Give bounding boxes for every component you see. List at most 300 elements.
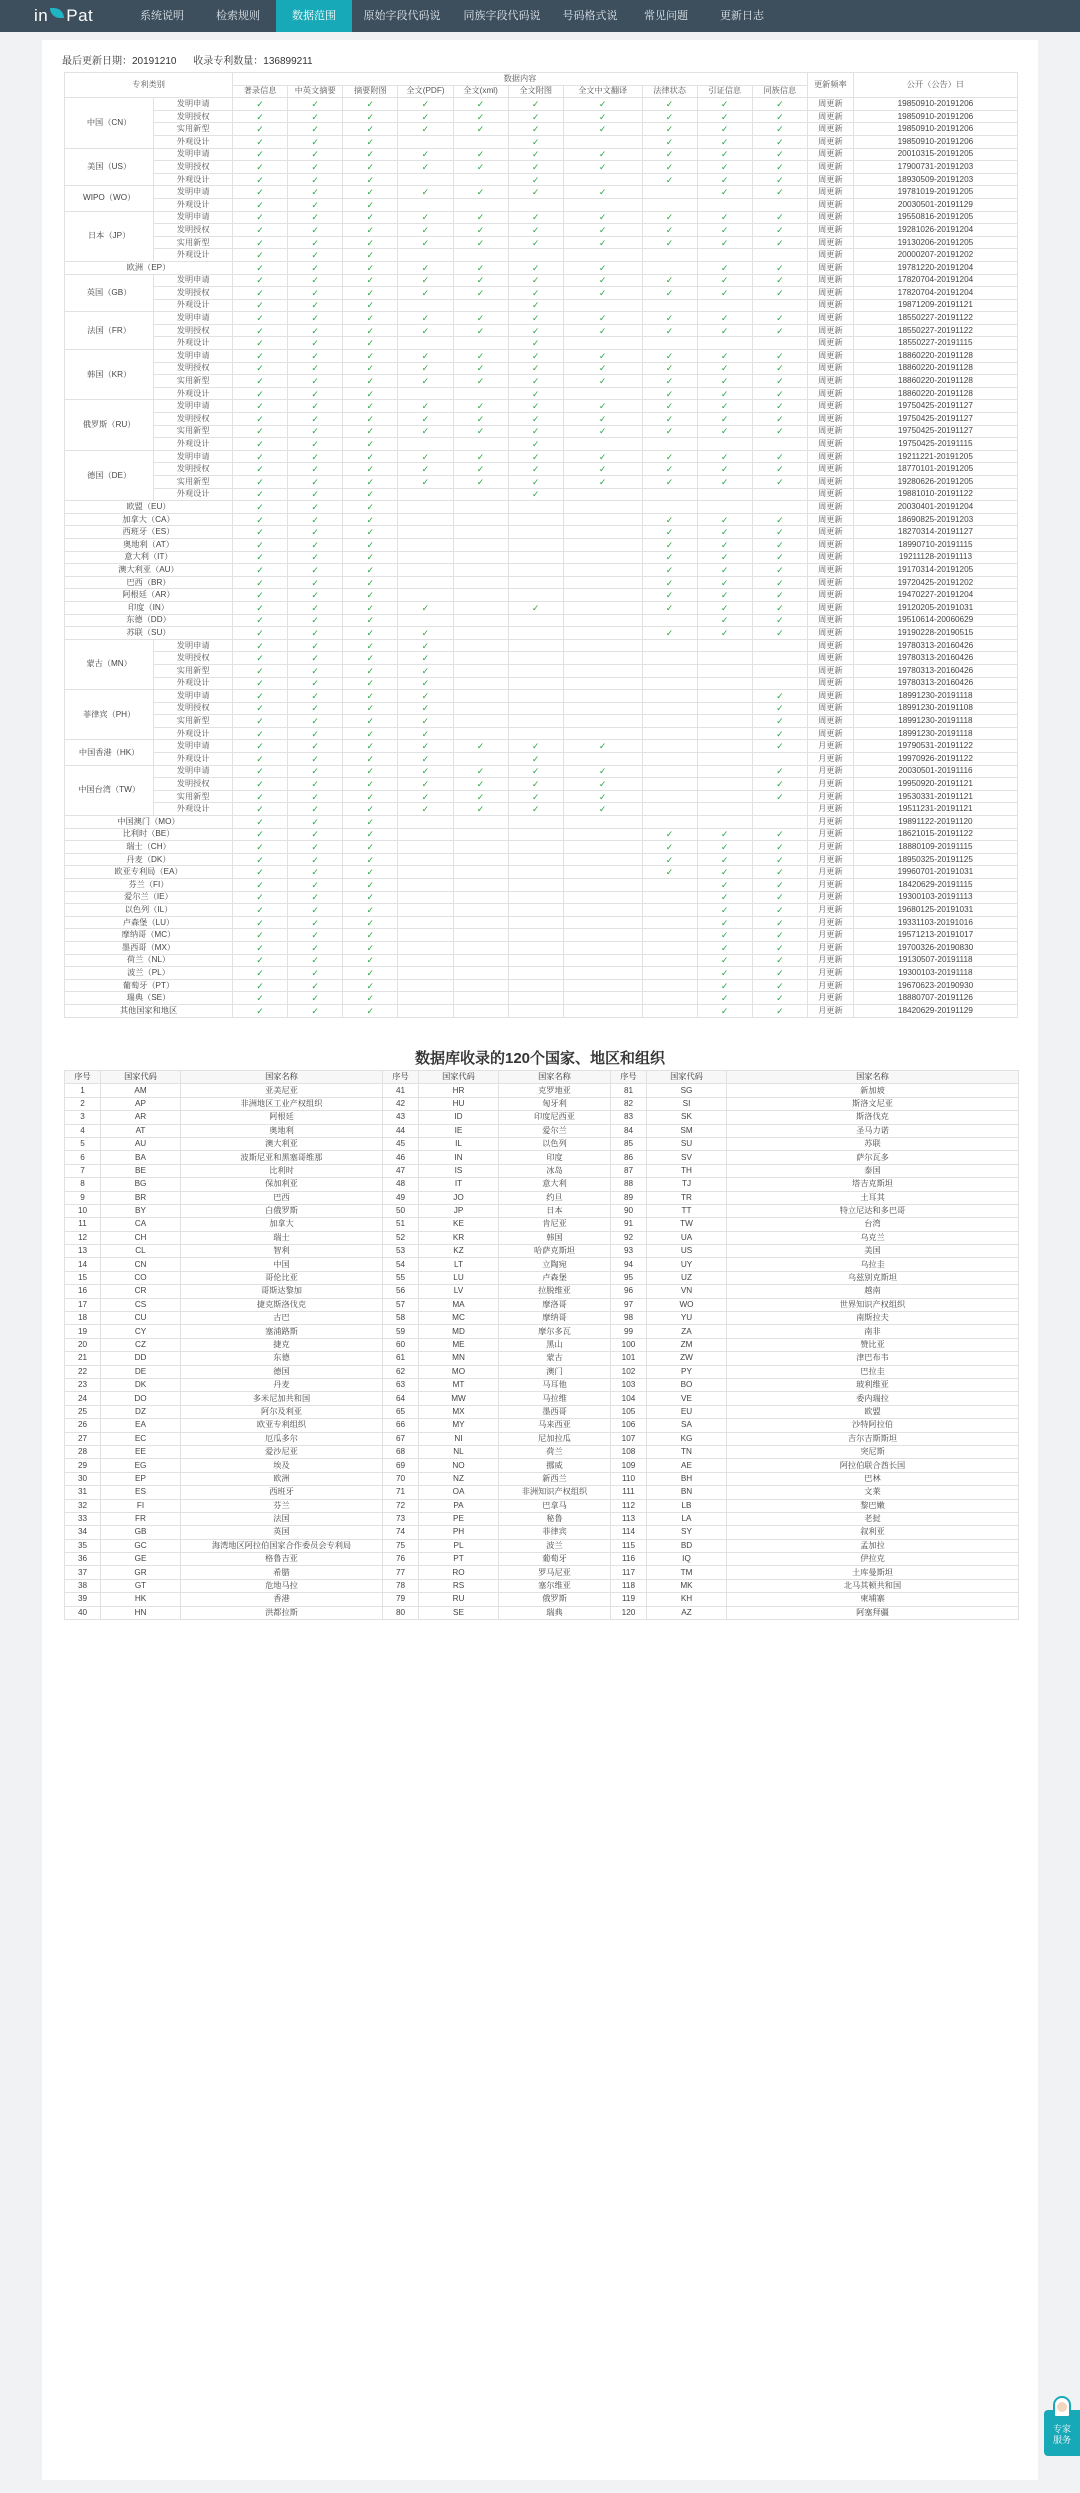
empty-cell <box>642 879 697 892</box>
check-icon: ✓ <box>508 765 563 778</box>
name-cell: 白俄罗斯 <box>181 1204 383 1217</box>
check-icon: ✓ <box>233 287 288 300</box>
check-icon: ✓ <box>697 853 752 866</box>
code-cell: FI <box>101 1499 181 1512</box>
check-icon: ✓ <box>508 186 563 199</box>
check-icon: ✓ <box>288 929 343 942</box>
index-cell: 94 <box>611 1258 647 1271</box>
nav-item-5[interactable]: 同族字段代码说 <box>463 10 541 22</box>
check-icon: ✓ <box>233 677 288 690</box>
date-range-cell: 19120205-20191031 <box>853 601 1017 614</box>
check-icon: ✓ <box>288 249 343 262</box>
country-cell: 中国香港（HK） <box>65 740 154 765</box>
index-cell: 84 <box>611 1124 647 1137</box>
check-icon: ✓ <box>508 224 563 237</box>
check-icon: ✓ <box>453 186 508 199</box>
empty-cell <box>642 778 697 791</box>
date-range-cell: 19790531-20191122 <box>853 740 1017 753</box>
update-freq-cell: 周更新 <box>807 161 853 174</box>
check-icon: ✓ <box>398 740 453 753</box>
check-icon: ✓ <box>288 476 343 489</box>
check-icon: ✓ <box>697 400 752 413</box>
name-cell: 捷克 <box>181 1338 383 1351</box>
check-icon: ✓ <box>752 400 807 413</box>
empty-cell <box>563 576 642 589</box>
index-cell: 75 <box>383 1539 419 1552</box>
empty-cell <box>398 299 453 312</box>
check-icon: ✓ <box>752 387 807 400</box>
check-icon: ✓ <box>398 463 453 476</box>
check-icon: ✓ <box>697 362 752 375</box>
check-icon: ✓ <box>398 324 453 337</box>
table-row <box>65 1593 1019 1606</box>
empty-cell <box>398 879 453 892</box>
date-range-cell: 19950920-20191121 <box>853 778 1017 791</box>
table-row <box>65 1124 1019 1137</box>
date-range-cell: 19750425-20191115 <box>853 438 1017 451</box>
check-icon: ✓ <box>752 904 807 917</box>
update-freq-cell: 周更新 <box>807 425 853 438</box>
name-cell: 台湾 <box>727 1218 1019 1231</box>
content-panel <box>42 40 1038 2480</box>
date-range-cell: 18991230-20191118 <box>853 727 1017 740</box>
check-icon: ✓ <box>288 790 343 803</box>
check-icon: ✓ <box>563 261 642 274</box>
check-icon: ✓ <box>563 274 642 287</box>
update-freq-cell: 周更新 <box>807 198 853 211</box>
check-icon: ✓ <box>343 790 398 803</box>
check-icon: ✓ <box>508 161 563 174</box>
code-cell: RU <box>419 1593 499 1606</box>
nav-item-6[interactable]: 号码格式说 <box>562 10 618 22</box>
empty-cell <box>563 601 642 614</box>
index-cell: 113 <box>611 1512 647 1525</box>
empty-cell <box>752 249 807 262</box>
check-icon: ✓ <box>752 425 807 438</box>
index-cell: 108 <box>611 1445 647 1458</box>
patent-kind-cell: 发明授权 <box>154 161 233 174</box>
index-cell: 116 <box>611 1553 647 1566</box>
table-row <box>65 1312 1019 1325</box>
empty-cell <box>453 941 508 954</box>
check-icon: ✓ <box>233 992 288 1005</box>
check-icon: ✓ <box>697 186 752 199</box>
empty-cell <box>398 979 453 992</box>
empty-cell <box>453 601 508 614</box>
check-icon: ✓ <box>398 450 453 463</box>
check-icon: ✓ <box>233 715 288 728</box>
check-icon: ✓ <box>288 135 343 148</box>
table-row <box>65 425 1018 438</box>
empty-cell <box>508 639 563 652</box>
empty-cell <box>563 1004 642 1017</box>
check-icon: ✓ <box>453 765 508 778</box>
empty-cell <box>508 249 563 262</box>
check-icon: ✓ <box>288 664 343 677</box>
code-cell: ZW <box>647 1352 727 1365</box>
empty-cell <box>453 891 508 904</box>
check-icon: ✓ <box>288 450 343 463</box>
nav-item-1[interactable]: 系统说明 <box>140 10 184 22</box>
check-icon: ✓ <box>288 715 343 728</box>
check-icon: ✓ <box>233 816 288 829</box>
check-icon: ✓ <box>398 639 453 652</box>
name-cell: 玻利维亚 <box>727 1378 1019 1391</box>
index-cell: 51 <box>383 1218 419 1231</box>
check-icon: ✓ <box>752 916 807 929</box>
update-freq-cell: 周更新 <box>807 450 853 463</box>
index-cell: 60 <box>383 1338 419 1351</box>
check-icon: ✓ <box>398 803 453 816</box>
patent-kind-cell: 发明授权 <box>154 110 233 123</box>
empty-cell <box>398 576 453 589</box>
index-cell: 24 <box>65 1392 101 1405</box>
empty-cell <box>563 941 642 954</box>
index-cell: 49 <box>383 1191 419 1204</box>
check-icon: ✓ <box>343 413 398 426</box>
check-icon: ✓ <box>508 601 563 614</box>
table-row <box>65 1137 1019 1150</box>
update-freq-cell: 月更新 <box>807 753 853 766</box>
empty-cell <box>453 929 508 942</box>
table-row <box>65 1084 1019 1097</box>
check-icon: ✓ <box>563 224 642 237</box>
empty-cell <box>398 954 453 967</box>
empty-cell <box>398 816 453 829</box>
empty-cell <box>398 1004 453 1017</box>
date-range-cell: 18860220-20191128 <box>853 350 1017 363</box>
empty-cell <box>398 387 453 400</box>
name-cell: 摩纳哥 <box>499 1312 611 1325</box>
empty-cell <box>642 337 697 350</box>
check-icon: ✓ <box>642 627 697 640</box>
empty-cell <box>508 614 563 627</box>
empty-cell <box>398 866 453 879</box>
check-icon: ✓ <box>288 387 343 400</box>
update-freq-cell: 周更新 <box>807 501 853 514</box>
code-cell: SU <box>647 1137 727 1150</box>
update-freq-cell: 月更新 <box>807 853 853 866</box>
patent-kind-cell: 发明申请 <box>154 148 233 161</box>
index-cell: 40 <box>65 1606 101 1619</box>
check-icon: ✓ <box>453 274 508 287</box>
check-icon: ✓ <box>508 790 563 803</box>
check-icon: ✓ <box>508 400 563 413</box>
logo[interactable]: in Pat <box>34 6 94 25</box>
name-cell: 波斯尼亚和黑塞哥维那 <box>181 1151 383 1164</box>
empty-cell <box>508 828 563 841</box>
check-icon: ✓ <box>697 135 752 148</box>
table-row <box>65 287 1018 300</box>
empty-cell <box>398 337 453 350</box>
update-freq-cell: 周更新 <box>807 324 853 337</box>
name-cell: 乌拉圭 <box>727 1258 1019 1271</box>
index-cell: 7 <box>65 1164 101 1177</box>
update-freq-cell: 周更新 <box>807 652 853 665</box>
name-cell: 突尼斯 <box>727 1445 1019 1458</box>
empty-cell <box>563 614 642 627</box>
name-cell: 多米尼加共和国 <box>181 1392 383 1405</box>
check-icon: ✓ <box>697 236 752 249</box>
index-cell: 62 <box>383 1365 419 1378</box>
check-icon: ✓ <box>752 173 807 186</box>
country-cell: 巴西（BR） <box>65 576 233 589</box>
nav-item-4[interactable]: 原始字段代码说 <box>363 10 441 22</box>
check-icon: ✓ <box>398 261 453 274</box>
name-cell: 马来西亚 <box>499 1419 611 1432</box>
check-icon: ✓ <box>642 287 697 300</box>
code-cell: IS <box>419 1164 499 1177</box>
index-cell: 3 <box>65 1111 101 1124</box>
index-cell: 88 <box>611 1178 647 1191</box>
country-cell: 瑞士（CH） <box>65 841 233 854</box>
date-range-cell: 18770101-20191205 <box>853 463 1017 476</box>
country-cell: 芬兰（FI） <box>65 879 233 892</box>
date-range-cell: 19720425-20191202 <box>853 576 1017 589</box>
index-cell: 86 <box>611 1151 647 1164</box>
empty-cell <box>453 627 508 640</box>
check-icon: ✓ <box>697 211 752 224</box>
check-icon: ✓ <box>642 601 697 614</box>
code-cell: EP <box>101 1472 181 1485</box>
name-cell: 新加坡 <box>727 1084 1019 1097</box>
check-icon: ✓ <box>288 853 343 866</box>
empty-cell <box>508 564 563 577</box>
check-icon: ✓ <box>398 753 453 766</box>
empty-cell <box>508 501 563 514</box>
date-range-cell: 20030401-20191204 <box>853 501 1017 514</box>
table-row <box>65 765 1018 778</box>
nav-item-3[interactable]: 数据范围 <box>276 0 352 32</box>
check-icon: ✓ <box>752 853 807 866</box>
date-range-cell: 18860220-20191128 <box>853 387 1017 400</box>
name-cell: 希腊 <box>181 1566 383 1579</box>
update-freq-cell: 月更新 <box>807 967 853 980</box>
expert-service-button[interactable]: 专家 服务 <box>1044 2410 1080 2456</box>
check-icon: ✓ <box>752 274 807 287</box>
check-icon: ✓ <box>642 828 697 841</box>
nav-item-2[interactable]: 检索规则 <box>216 10 260 22</box>
table-row <box>65 299 1018 312</box>
date-range-cell: 19670623-20190930 <box>853 979 1017 992</box>
check-icon: ✓ <box>563 425 642 438</box>
code-cell: LT <box>419 1258 499 1271</box>
name-cell: 斯洛伐克 <box>727 1111 1019 1124</box>
table-row <box>65 677 1018 690</box>
check-icon: ✓ <box>343 110 398 123</box>
country-table-header: 国家代码 <box>419 1071 499 1084</box>
index-cell: 39 <box>65 1593 101 1606</box>
check-icon: ✓ <box>343 967 398 980</box>
name-cell: 土库曼斯坦 <box>727 1566 1019 1579</box>
check-icon: ✓ <box>508 274 563 287</box>
patent-kind-cell: 发明授权 <box>154 652 233 665</box>
header-col-4: 全文(PDF) <box>398 85 453 98</box>
index-cell: 12 <box>65 1231 101 1244</box>
check-icon: ✓ <box>343 778 398 791</box>
name-cell: 墨西哥 <box>499 1405 611 1418</box>
check-icon: ✓ <box>563 413 642 426</box>
check-icon: ✓ <box>288 551 343 564</box>
code-cell: SG <box>647 1084 727 1097</box>
name-cell: 摩洛哥 <box>499 1298 611 1311</box>
logo-leaf-icon <box>50 8 64 18</box>
check-icon: ✓ <box>343 1004 398 1017</box>
update-freq-cell: 周更新 <box>807 702 853 715</box>
empty-cell <box>642 702 697 715</box>
table-row <box>65 1151 1019 1164</box>
table-row <box>65 1432 1019 1445</box>
table-row <box>65 1338 1019 1351</box>
table-row <box>65 576 1018 589</box>
index-cell: 110 <box>611 1472 647 1485</box>
check-icon: ✓ <box>233 173 288 186</box>
name-cell: 菲律宾 <box>499 1526 611 1539</box>
check-icon: ✓ <box>343 954 398 967</box>
empty-cell <box>453 828 508 841</box>
empty-cell <box>563 564 642 577</box>
check-icon: ✓ <box>697 614 752 627</box>
date-range-cell: 19850910-20191206 <box>853 135 1017 148</box>
empty-cell <box>508 589 563 602</box>
patent-kind-cell: 发明申请 <box>154 639 233 652</box>
empty-cell <box>752 198 807 211</box>
code-cell: AT <box>101 1124 181 1137</box>
nav-item-8[interactable]: 更新日志 <box>720 10 764 22</box>
check-icon: ✓ <box>752 450 807 463</box>
check-icon: ✓ <box>563 287 642 300</box>
empty-cell <box>697 488 752 501</box>
check-icon: ✓ <box>343 236 398 249</box>
table-row <box>65 979 1018 992</box>
patent-kind-cell: 发明授权 <box>154 362 233 375</box>
table-row <box>65 1258 1019 1271</box>
check-icon: ✓ <box>752 967 807 980</box>
check-icon: ✓ <box>752 828 807 841</box>
check-icon: ✓ <box>697 463 752 476</box>
check-icon: ✓ <box>398 601 453 614</box>
check-icon: ✓ <box>288 891 343 904</box>
name-cell: 秘鲁 <box>499 1512 611 1525</box>
check-icon: ✓ <box>563 312 642 325</box>
country-table-header: 国家名称 <box>181 1071 383 1084</box>
empty-cell <box>642 501 697 514</box>
name-cell: 中国 <box>181 1258 383 1271</box>
update-freq-cell: 月更新 <box>807 891 853 904</box>
check-icon: ✓ <box>288 589 343 602</box>
patent-kind-cell: 实用新型 <box>154 123 233 136</box>
patent-kind-cell: 实用新型 <box>154 476 233 489</box>
update-freq-cell: 月更新 <box>807 992 853 1005</box>
code-cell: MT <box>419 1378 499 1391</box>
check-icon: ✓ <box>288 765 343 778</box>
table-row <box>65 1472 1019 1485</box>
check-icon: ✓ <box>288 186 343 199</box>
empty-cell <box>642 979 697 992</box>
check-icon: ✓ <box>233 375 288 388</box>
check-icon: ✓ <box>508 463 563 476</box>
check-icon: ✓ <box>697 866 752 879</box>
update-freq-cell: 周更新 <box>807 677 853 690</box>
index-cell: 44 <box>383 1124 419 1137</box>
table-row <box>65 1325 1019 1338</box>
patent-kind-cell: 实用新型 <box>154 664 233 677</box>
check-icon: ✓ <box>697 161 752 174</box>
index-cell: 96 <box>611 1285 647 1298</box>
empty-cell <box>752 639 807 652</box>
date-range-cell: 19781019-20191205 <box>853 186 1017 199</box>
empty-cell <box>697 790 752 803</box>
check-icon: ✓ <box>343 299 398 312</box>
country-cell: 瑞典（SE） <box>65 992 233 1005</box>
index-cell: 33 <box>65 1512 101 1525</box>
header-pub-date: 公开（公告）日 <box>853 73 1017 98</box>
name-cell: 尼加拉瓜 <box>499 1432 611 1445</box>
index-cell: 53 <box>383 1245 419 1258</box>
table-row <box>65 639 1018 652</box>
empty-cell <box>398 526 453 539</box>
check-icon: ✓ <box>288 337 343 350</box>
empty-cell <box>453 664 508 677</box>
check-icon: ✓ <box>563 350 642 363</box>
table-row <box>65 413 1018 426</box>
table-row <box>65 891 1018 904</box>
check-icon: ✓ <box>752 98 807 111</box>
name-cell: 南非 <box>727 1325 1019 1338</box>
name-cell: 香港 <box>181 1593 383 1606</box>
empty-cell <box>508 967 563 980</box>
check-icon: ✓ <box>343 979 398 992</box>
date-range-cell: 18991230-20191108 <box>853 702 1017 715</box>
check-icon: ✓ <box>508 740 563 753</box>
check-icon: ✓ <box>343 211 398 224</box>
empty-cell <box>453 702 508 715</box>
empty-cell <box>453 967 508 980</box>
check-icon: ✓ <box>343 639 398 652</box>
index-cell: 59 <box>383 1325 419 1338</box>
country-table-header: 序号 <box>611 1071 647 1084</box>
code-cell: WO <box>647 1298 727 1311</box>
check-icon: ✓ <box>453 740 508 753</box>
name-cell: 吉尔吉斯斯坦 <box>727 1432 1019 1445</box>
check-icon: ✓ <box>233 891 288 904</box>
check-icon: ✓ <box>508 287 563 300</box>
check-icon: ✓ <box>563 778 642 791</box>
code-cell: BR <box>101 1191 181 1204</box>
nav-item-7[interactable]: 常见问题 <box>644 10 688 22</box>
check-icon: ✓ <box>752 312 807 325</box>
country-table-header: 国家名称 <box>499 1071 611 1084</box>
check-icon: ✓ <box>233 350 288 363</box>
name-cell: 约旦 <box>499 1191 611 1204</box>
check-icon: ✓ <box>508 211 563 224</box>
check-icon: ✓ <box>563 362 642 375</box>
empty-cell <box>453 690 508 703</box>
header-col-6: 全文附图 <box>508 85 563 98</box>
check-icon: ✓ <box>288 211 343 224</box>
check-icon: ✓ <box>642 413 697 426</box>
code-cell: UZ <box>647 1271 727 1284</box>
check-icon: ✓ <box>343 274 398 287</box>
date-range-cell: 19550816-20191205 <box>853 211 1017 224</box>
check-icon: ✓ <box>233 916 288 929</box>
check-icon: ✓ <box>233 312 288 325</box>
code-cell: AM <box>101 1084 181 1097</box>
empty-cell <box>697 501 752 514</box>
index-cell: 83 <box>611 1111 647 1124</box>
check-icon: ✓ <box>752 740 807 753</box>
check-icon: ✓ <box>752 690 807 703</box>
